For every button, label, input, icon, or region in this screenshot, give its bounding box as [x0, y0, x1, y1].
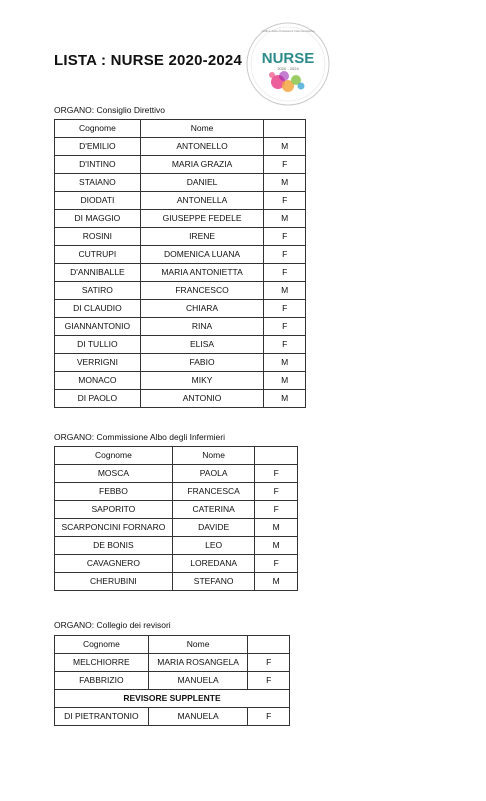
logo-ring-text: Ordine delle Professioni Infermieristiche [261, 29, 315, 33]
cell-cognome: D'EMILIO [55, 138, 141, 156]
cell-nome: IRENE [140, 228, 264, 246]
cell-cognome: DI CLAUDIO [55, 300, 141, 318]
table-row [55, 708, 290, 726]
cell-nome: DANIEL [140, 174, 264, 192]
table-row [55, 654, 290, 672]
cell-nome: STEFANO [172, 573, 255, 591]
header-sesso [248, 636, 290, 654]
cell-sesso: F [264, 300, 306, 318]
cell-sesso: F [264, 228, 306, 246]
section-label-consiglio: ORGANO: Consiglio Direttivo [54, 105, 166, 115]
cell-nome: DAVIDE [172, 519, 255, 537]
table-row [55, 372, 306, 390]
revisore-supplente-label: REVISORE SUPPLENTE [55, 690, 290, 708]
cell-sesso: F [264, 156, 306, 174]
cell-nome: CHIARA [140, 300, 264, 318]
table-consiglio-direttivo [54, 119, 306, 408]
cell-sesso: F [248, 708, 290, 726]
logo-subtitle: 2020 - 2024 [277, 66, 299, 71]
table-row [55, 282, 306, 300]
cell-sesso: F [248, 672, 290, 690]
cell-nome: ANTONIO [140, 390, 264, 408]
table-row [55, 672, 290, 690]
cell-cognome: STAIANO [55, 174, 141, 192]
nurse-logo [244, 20, 332, 108]
table-row [55, 465, 298, 483]
table-row [55, 300, 306, 318]
cell-cognome: MOSCA [55, 465, 173, 483]
cell-nome: FRANCESCO [140, 282, 264, 300]
header-cognome: Cognome [55, 636, 149, 654]
cell-cognome: SCARPONCINI FORNARO [55, 519, 173, 537]
logo-wordmark: NURSE [261, 50, 315, 67]
cell-cognome: DI TULLIO [55, 336, 141, 354]
cell-nome: CATERINA [172, 501, 255, 519]
cell-sesso: M [264, 354, 306, 372]
cell-sesso: F [255, 555, 298, 573]
cell-cognome: ROSINI [55, 228, 141, 246]
cell-sesso: M [255, 537, 298, 555]
cell-nome: MANUELA [148, 672, 248, 690]
cell-nome: FABIO [140, 354, 264, 372]
cell-sesso: M [255, 573, 298, 591]
cell-cognome: D'INTINO [55, 156, 141, 174]
page-title: LISTA : NURSE 2020-2024 [54, 52, 242, 69]
cell-cognome: SAPORITO [55, 501, 173, 519]
header-cognome: Cognome [55, 120, 141, 138]
cell-cognome: SATIRO [55, 282, 141, 300]
cell-nome: FRANCESCA [172, 483, 255, 501]
cell-cognome: FEBBO [55, 483, 173, 501]
revisore-supplente-row [55, 690, 290, 708]
cell-cognome: CUTRUPI [55, 246, 141, 264]
cell-sesso: F [255, 501, 298, 519]
cell-nome: GIUSEPPE FEDELE [140, 210, 264, 228]
cell-cognome: DI MAGGIO [55, 210, 141, 228]
cell-cognome: DI PIETRANTONIO [55, 708, 149, 726]
cell-cognome: D'ANNIBALLE [55, 264, 141, 282]
table-row [55, 318, 306, 336]
cell-nome: PAOLA [172, 465, 255, 483]
table-row [55, 246, 306, 264]
header-sesso [255, 447, 298, 465]
cell-cognome: DI PAOLO [55, 390, 141, 408]
cell-cognome: MONACO [55, 372, 141, 390]
table-commissione-albo [54, 446, 298, 591]
cell-cognome: CHERUBINI [55, 573, 173, 591]
table-row [55, 483, 298, 501]
table-row [55, 573, 298, 591]
cell-nome: ANTONELLO [140, 138, 264, 156]
cell-cognome: DIODATI [55, 192, 141, 210]
cell-nome: DOMENICA LUANA [140, 246, 264, 264]
header-cognome: Cognome [55, 447, 173, 465]
cell-cognome: VERRIGNI [55, 354, 141, 372]
cell-nome: ANTONELLA [140, 192, 264, 210]
cell-cognome: FABBRIZIO [55, 672, 149, 690]
cell-sesso: F [264, 192, 306, 210]
cell-nome: MARIA ANTONIETTA [140, 264, 264, 282]
cell-nome: LEO [172, 537, 255, 555]
cell-sesso: M [264, 138, 306, 156]
table-row [55, 210, 306, 228]
cell-sesso: F [264, 246, 306, 264]
header-sesso [264, 120, 306, 138]
cell-nome: RINA [140, 318, 264, 336]
cell-nome: ELISA [140, 336, 264, 354]
cell-nome: MARIA GRAZIA [140, 156, 264, 174]
table-row [55, 174, 306, 192]
cell-sesso: M [255, 519, 298, 537]
table-row [55, 336, 306, 354]
cell-cognome: GIANNANTONIO [55, 318, 141, 336]
table-row [55, 138, 306, 156]
cell-sesso: F [255, 483, 298, 501]
cell-cognome: CAVAGNERO [55, 555, 173, 573]
cell-sesso: M [264, 282, 306, 300]
cell-cognome: MELCHIORRE [55, 654, 149, 672]
section-label-collegio: ORGANO: Collegio dei revisori [54, 620, 171, 630]
cell-nome: LOREDANA [172, 555, 255, 573]
cell-cognome: DE BONIS [55, 537, 173, 555]
table-row [55, 555, 298, 573]
cell-sesso: M [264, 210, 306, 228]
header-nome: Nome [140, 120, 264, 138]
header-nome: Nome [172, 447, 255, 465]
cell-sesso: F [264, 336, 306, 354]
table-row [55, 390, 306, 408]
table-collegio-revisori [54, 635, 290, 726]
cell-sesso: M [264, 390, 306, 408]
cell-sesso: F [264, 264, 306, 282]
cell-sesso: F [248, 654, 290, 672]
table-row [55, 501, 298, 519]
cell-sesso: M [264, 174, 306, 192]
table-row [55, 537, 298, 555]
table-row [55, 519, 298, 537]
cell-nome: MANUELA [148, 708, 248, 726]
table-row [55, 228, 306, 246]
table-row [55, 156, 306, 174]
cell-sesso: F [255, 465, 298, 483]
header-nome: Nome [148, 636, 248, 654]
cell-sesso: F [264, 318, 306, 336]
cell-sesso: M [264, 372, 306, 390]
table-row [55, 354, 306, 372]
cell-nome: MIKY [140, 372, 264, 390]
cell-nome: MARIA ROSANGELA [148, 654, 248, 672]
table-row [55, 264, 306, 282]
table-row [55, 192, 306, 210]
section-label-commissione: ORGANO: Commissione Albo degli Infermieri [54, 432, 226, 442]
